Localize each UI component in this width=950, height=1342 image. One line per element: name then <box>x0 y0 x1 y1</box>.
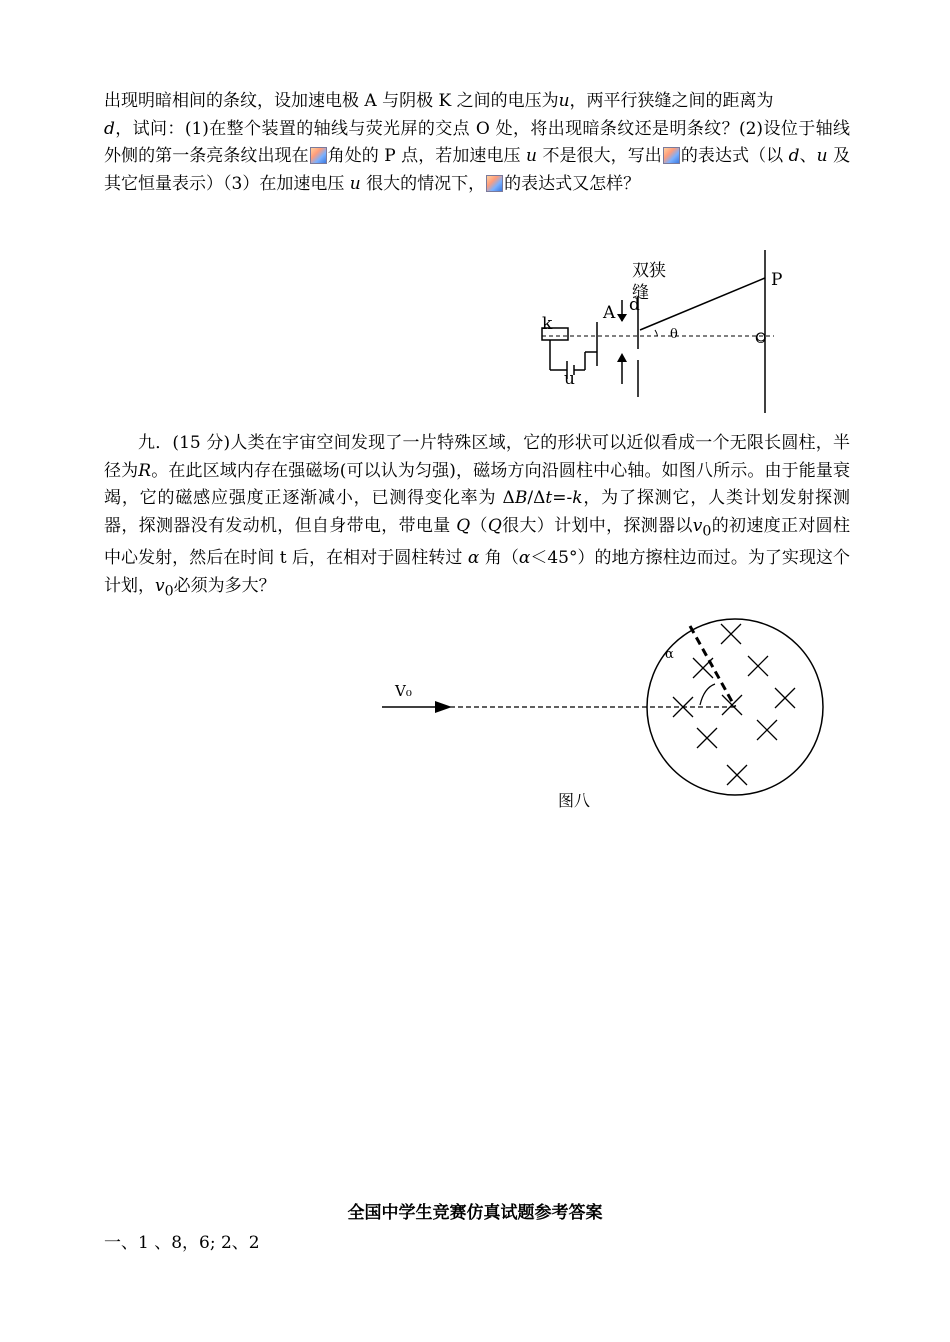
figure-8-caption: 图八 <box>558 791 591 810</box>
label-alpha: α <box>665 647 674 662</box>
slits-label-line2: 缝 <box>632 283 649 303</box>
label-a: A <box>603 303 616 323</box>
label-v0: V₀ <box>395 682 412 700</box>
arrow-up-icon <box>617 353 627 362</box>
arrow-down-icon <box>617 314 627 322</box>
label-u: u <box>564 369 575 389</box>
problem-9-text: 九．(15 分)人类在宇宙空间发现了一片特殊区域，它的形状可以近似看成一个无限长圆柱，半径为R。在此区域内存在强磁场(可以认为匀强)，磁场方向沿圆柱中心轴。如图八所示。由于能量衰竭，它的磁感应强度正逐渐减小，已测得变化率为 ΔB/Δt=-k，为了探测它，人类计划发射探测器，探测器没有发动机，但自身带电，带电量 Q（Q很大）计划中，探测器以$v_0$的初速度正对圆柱中心发射，然后在时间 t 后，在相对于圆柱转过 α 角（α＜45°）的地方擦柱边而过。为了实现这个计划，$v_0$必须为多大？ <box>104 433 851 600</box>
problem-8-text: 出现明暗相间的条纹，设加速电极 A 与阴极 K 之间的电压为u，两平行狭缝之间的距离为 d，试问：(1)在整个装置的轴线与荧光屏的交点 O 处，将出现暗条纹还是明条纹？(2)设位于轴线外侧的第一条亮条纹出现在 角处的 P 点，若加速电压 u 不是很大，写出 的表达式（以 d、u 及其它恒量表示）（3）在加速电压 u 很大的情况下， 的表达式又怎样？ <box>104 91 851 194</box>
answers-line-1: 一、1 、8，6; 2、2 <box>104 1233 260 1253</box>
label-theta: θ <box>670 327 678 342</box>
answers-title: 全国中学生竞赛仿真试题参考答案 <box>347 1203 603 1223</box>
label-o: O <box>755 331 767 347</box>
label-k: k <box>542 314 553 334</box>
velocity-arrow-icon <box>435 701 452 713</box>
label-d: d <box>629 295 640 315</box>
slits-label-line1: 双狭 <box>632 261 666 281</box>
label-p: P <box>771 270 783 290</box>
